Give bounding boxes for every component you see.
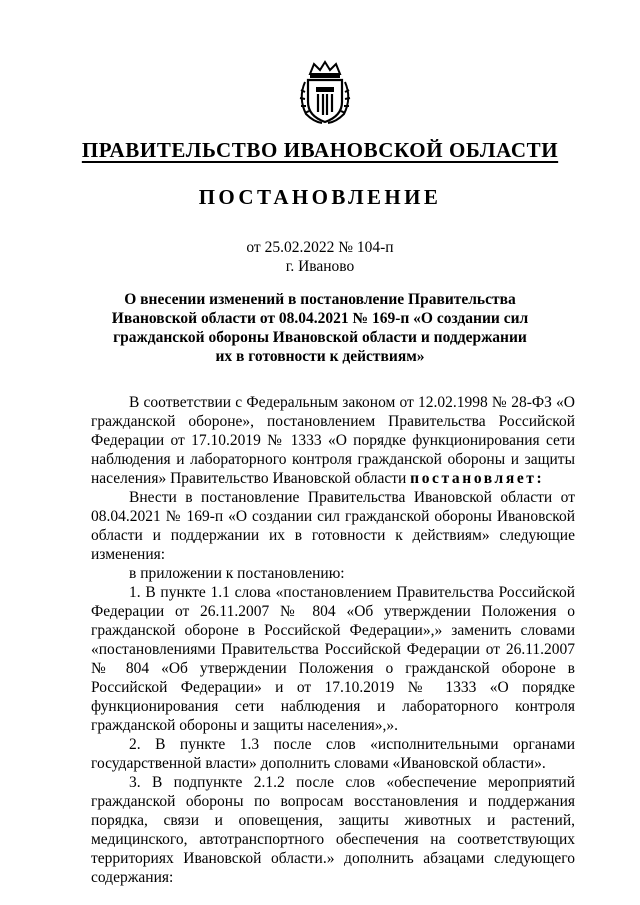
- paragraph-item-3: 3. В подпункте 2.1.2 после слов «обеспечение мероприятий гражданской обороны по вопросам восстановления и поддержания порядка, связи и оповещения, защиты животных и растений, медицинского, автотранспортного обеспечения на соответствующих территориях Ивановской области.» дополнить абзацами следующего содержания:: [91, 774, 575, 886]
- title-line: гражданской обороны Ивановской области и поддержании: [113, 329, 527, 346]
- document-body: [91, 393, 575, 887]
- city: г. Иваново: [285, 258, 355, 275]
- paragraph-item-1: 1. В пункте 1.1 слова «постановлением Правительства Российской Федерации от 26.11.2007 № 804 «Об утверждении Положения о гражданской обороне в Российской Федерации»,» заменить словами «постановлениями Правительства Российской Федерации от 26.11.2007 № 804 «Об утверждении Положения о гражданской обороне в Российской Федерации» и от 17.10.2019 № 1333 «О порядке функционирования сети наблюдения и лабораторного контроля гражданской обороны и защиты населения»,».: [91, 584, 575, 734]
- preamble-text: В соответствии с Федеральным законом от 12.02.1998 № 28-ФЗ «О гражданской обороне», постановлением Правительства Российской Федерации от 17.10.2019 № 1333 «О порядке функционирования сети наблюдения и лабораторного контроля гражданской обороны и защиты населения» Правительство Ивановской области: [91, 394, 575, 487]
- paragraph-amend-intro: Внести в постановление Правительства Ивановской области от 08.04.2021 № 169-п «О создании сил гражданской обороны Ивановской области и поддержании их в готовности к действиям» следующие изменения:: [91, 489, 575, 563]
- paragraph-preamble: [91, 393, 575, 488]
- paragraph-annex: в приложении к постановлению:: [129, 565, 345, 582]
- coat-of-arms-icon: [296, 60, 354, 124]
- document-title: [100, 290, 540, 366]
- government-name: ПРАВИТЕЛЬСТВО ИВАНОВСКОЙ ОБЛАСТИ: [81, 138, 559, 162]
- title-line: О внесении изменений в постановление Правительства: [124, 291, 516, 308]
- title-line: Ивановской области от 08.04.2021 № 169-п «О создании сил: [111, 310, 529, 327]
- paragraph-item-2: 2. В пункте 1.3 после слов «исполнительными органами государственной власти» дополнить словами «Ивановской области».: [91, 736, 575, 772]
- date-number: от 25.02.2022 № 104-п: [246, 239, 394, 256]
- document-type: ПОСТАНОВЛЕНИЕ: [198, 185, 442, 209]
- title-line: их в готовности к действиям»: [215, 348, 425, 365]
- resolves-word: постановляет:: [410, 470, 545, 487]
